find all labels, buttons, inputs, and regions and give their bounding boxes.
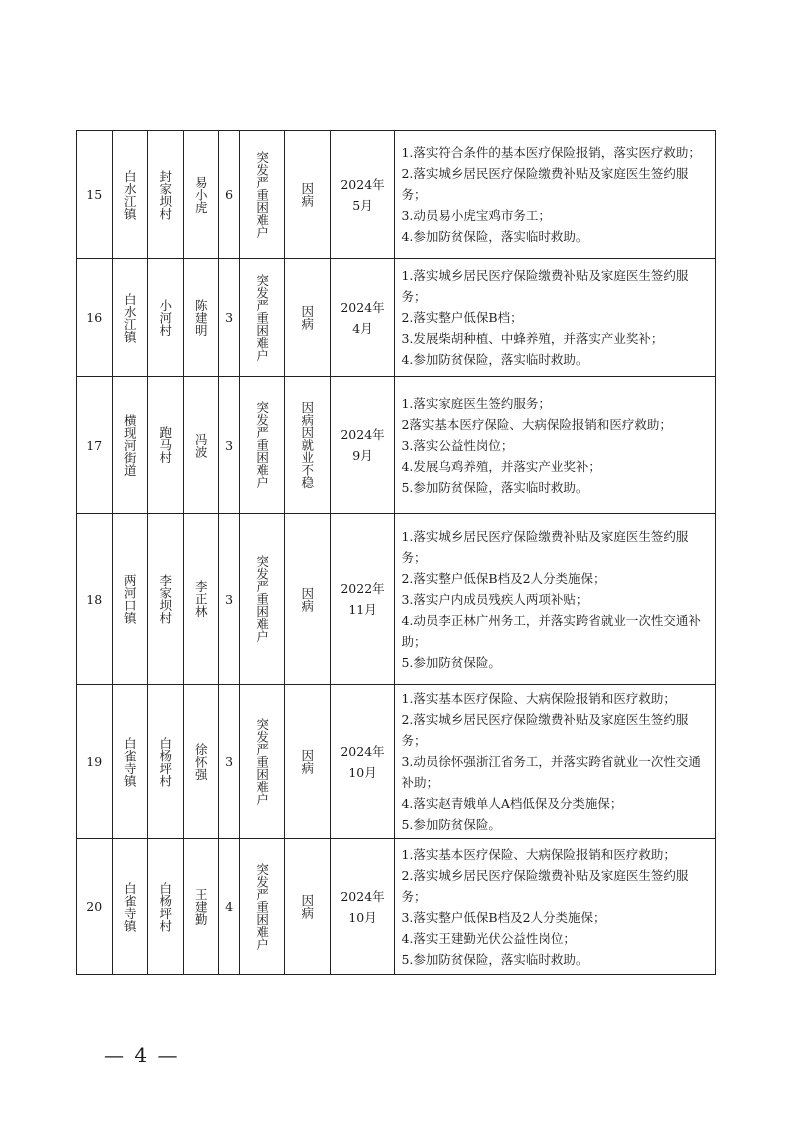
- measure-item: 1.落实符合条件的基本医疗保险报销，落实医疗救助；: [401, 145, 701, 160]
- date-line: 2024年: [340, 743, 385, 759]
- reason-cell-text: 因病: [299, 305, 315, 330]
- household-size-cell-text: 3: [225, 437, 234, 453]
- row-number: [77, 377, 113, 514]
- name-cell: [183, 131, 219, 259]
- table-row: [77, 514, 716, 685]
- measure-item: 1.落实基本医疗保险、大病保险报销和医疗救助；: [401, 846, 676, 862]
- date-cell: [330, 514, 395, 685]
- measures-cell: [395, 377, 716, 514]
- reason-cell-text: 因病因就业不稳: [299, 401, 315, 489]
- village-cell-text: 小河村: [157, 298, 173, 337]
- date-line: 2024年: [340, 299, 385, 315]
- measure-item: 3.发展柴胡种植、中蜂养殖，并落实产业奖补；: [401, 331, 664, 346]
- measure-item: 3.动员徐怀强浙江省务工，并落实跨省就业一次性交通补助；: [401, 754, 701, 790]
- measure-item: 5.参加防贫保险。: [401, 817, 501, 832]
- reason-cell-text: 因病: [299, 586, 315, 612]
- name-cell: [183, 514, 219, 685]
- village-cell-text: 白杨坪村: [157, 736, 173, 787]
- measure-item: 2.落实城乡居民医疗保险缴费补贴及家庭医生签约服务；: [401, 712, 689, 748]
- measure-item: 3.落实公益性岗位；: [401, 437, 514, 453]
- measure-item: 4.发展乌鸡养殖，并落实产业奖补；: [401, 458, 601, 474]
- household-size-cell: [219, 839, 240, 975]
- measures-cell: [395, 259, 716, 377]
- type-cell-text: 突发严重困难户: [254, 401, 270, 489]
- village-cell-text: 白杨坪村: [157, 881, 173, 932]
- household-size-cell-text: 6: [225, 187, 234, 202]
- row-number-text: 18: [86, 591, 103, 607]
- measure-item: 1.落实基本医疗保险、大病保险报销和医疗救助；: [401, 691, 676, 706]
- measure-item: 5.参加防贫保险，落实临时救助。: [401, 951, 589, 967]
- reason-cell: [284, 514, 330, 685]
- village-cell: [148, 259, 184, 377]
- date-line: 10月: [348, 764, 377, 780]
- date-line: 5月: [352, 197, 373, 213]
- date-line: 2024年: [340, 427, 385, 442]
- town-cell: [112, 839, 148, 975]
- date-cell: [330, 259, 395, 377]
- row-number-text: 15: [86, 187, 103, 202]
- table-row: [77, 131, 716, 259]
- town-cell-text: 两河口镇: [122, 574, 138, 624]
- row-number: [77, 839, 113, 975]
- household-size-cell: [219, 259, 240, 377]
- type-cell: [240, 377, 285, 514]
- reason-cell-text: 因病: [299, 894, 315, 919]
- name-cell: [183, 377, 219, 514]
- measure-item: 3.动员易小虎宝鸡市务工；: [401, 208, 551, 223]
- type-cell-text: 突发严重困难户: [254, 717, 270, 806]
- measure-item: 4.参加防贫保险，落实临时救助。: [401, 352, 589, 367]
- type-cell: [240, 839, 285, 975]
- town-cell: [112, 259, 148, 377]
- type-cell-text: 突发严重困难户: [254, 150, 270, 239]
- village-cell: [148, 839, 184, 975]
- measure-item: 4.动员李正林广州务工，并落实跨省就业一次性交通补助；: [401, 612, 701, 649]
- household-size-cell: [219, 514, 240, 685]
- name-cell: [183, 259, 219, 377]
- table-row: [77, 685, 716, 839]
- measure-item: 2.落实城乡居民医疗保险缴费补贴及家庭医生签约服务；: [401, 867, 689, 904]
- village-cell-text: 跑马村: [157, 426, 173, 464]
- type-cell: [240, 131, 285, 259]
- village-cell: [148, 514, 184, 685]
- measure-item: 4.参加防贫保险，落实临时救助。: [401, 229, 589, 244]
- type-cell-text: 突发严重困难户: [254, 555, 270, 643]
- name-cell-text: 王建勤: [193, 887, 209, 926]
- type-cell: [240, 685, 285, 839]
- town-cell-text: 白水江镇: [122, 169, 138, 220]
- measure-item: 3.落实户内成员残疾人两项补贴；: [401, 591, 589, 607]
- town-cell-text: 横现河街道: [122, 413, 138, 477]
- row-number-text: 19: [86, 754, 103, 769]
- measure-item: 5.参加防贫保险，落实临时救助。: [401, 479, 589, 495]
- row-number-text: 17: [86, 437, 103, 453]
- measures-cell: [395, 131, 716, 259]
- measures-cell: [395, 839, 716, 975]
- date-line: 2022年: [340, 581, 385, 596]
- reason-cell: [284, 259, 330, 377]
- table-body: [77, 131, 716, 975]
- measure-item: 2.落实城乡居民医疗保险缴费补贴及家庭医生签约服务；: [401, 166, 689, 202]
- measure-item: 2.落实整户低保B档及2人分类施保；: [401, 570, 606, 586]
- date-line: 9月: [352, 448, 373, 463]
- date-line: 11月: [348, 602, 377, 617]
- measure-item: 2.落实整户低保B档；: [401, 310, 523, 325]
- household-size-cell: [219, 131, 240, 259]
- town-cell: [112, 377, 148, 514]
- name-cell: [183, 839, 219, 975]
- reason-cell: [284, 839, 330, 975]
- row-number: [77, 259, 113, 377]
- village-cell: [148, 685, 184, 839]
- type-cell-text: 突发严重困难户: [254, 862, 270, 951]
- town-cell-text: 白雀寺镇: [122, 881, 138, 932]
- village-cell: [148, 377, 184, 514]
- measure-item: 5.参加防贫保险。: [401, 654, 501, 670]
- type-cell: [240, 259, 285, 377]
- row-number: [77, 131, 113, 259]
- date-line: 4月: [352, 320, 373, 336]
- date-cell: [330, 685, 395, 839]
- household-table: [76, 130, 716, 975]
- village-cell: [148, 131, 184, 259]
- type-cell: [240, 514, 285, 685]
- date-cell: [330, 377, 395, 514]
- town-cell: [112, 514, 148, 685]
- row-number-text: 20: [86, 899, 103, 914]
- name-cell-text: 李正林: [193, 580, 209, 618]
- village-cell-text: 封家坝村: [157, 169, 173, 220]
- reason-cell-text: 因病: [299, 749, 315, 774]
- household-size-cell: [219, 685, 240, 839]
- table-row: [77, 839, 716, 975]
- name-cell-text: 冯波: [193, 432, 209, 458]
- measure-item: 4.落实王建勤光伏公益性岗位；: [401, 930, 576, 946]
- table-row: [77, 259, 716, 377]
- measure-item: 4.落实赵青娥单人A档低保及分类施保；: [401, 796, 623, 811]
- page-number: — 4 —: [104, 1043, 180, 1067]
- date-line: 2024年: [340, 176, 385, 192]
- row-number: [77, 685, 113, 839]
- reason-cell: [284, 131, 330, 259]
- reason-cell: [284, 377, 330, 514]
- row-number-text: 16: [86, 310, 103, 325]
- town-cell-text: 白雀寺镇: [122, 736, 138, 787]
- name-cell-text: 陈建明: [193, 298, 209, 337]
- row-number: [77, 514, 113, 685]
- date-line: 10月: [348, 909, 377, 925]
- measures-cell: [395, 685, 716, 839]
- date-line: 2024年: [340, 888, 385, 904]
- reason-cell: [284, 685, 330, 839]
- name-cell: [183, 685, 219, 839]
- date-cell: [330, 839, 395, 975]
- measure-item: 1.落实城乡居民医疗保险缴费补贴及家庭医生签约服务；: [401, 268, 689, 304]
- village-cell-text: 李家坝村: [157, 574, 173, 624]
- measures-cell: [395, 514, 716, 685]
- measure-item: 1.落实家庭医生签约服务；: [401, 395, 551, 411]
- reason-cell-text: 因病: [299, 182, 315, 207]
- measure-item: 1.落实城乡居民医疗保险缴费补贴及家庭医生签约服务；: [401, 528, 689, 565]
- household-size-cell-text: 3: [225, 754, 234, 769]
- table-row: [77, 377, 716, 514]
- name-cell-text: 易小虎: [193, 175, 209, 214]
- name-cell-text: 徐怀强: [193, 742, 209, 781]
- household-size-cell-text: 4: [225, 899, 234, 914]
- measure-item: 2落实基本医疗保险、大病保险报销和医疗救助；: [401, 416, 672, 432]
- household-size-cell-text: 3: [225, 591, 234, 607]
- type-cell-text: 突发严重困难户: [254, 273, 270, 362]
- town-cell: [112, 685, 148, 839]
- household-size-cell-text: 3: [225, 310, 234, 325]
- date-cell: [330, 131, 395, 259]
- household-size-cell: [219, 377, 240, 514]
- town-cell: [112, 131, 148, 259]
- town-cell-text: 白水江镇: [122, 292, 138, 343]
- measure-item: 3.落实整户低保B档及2人分类施保；: [401, 909, 606, 925]
